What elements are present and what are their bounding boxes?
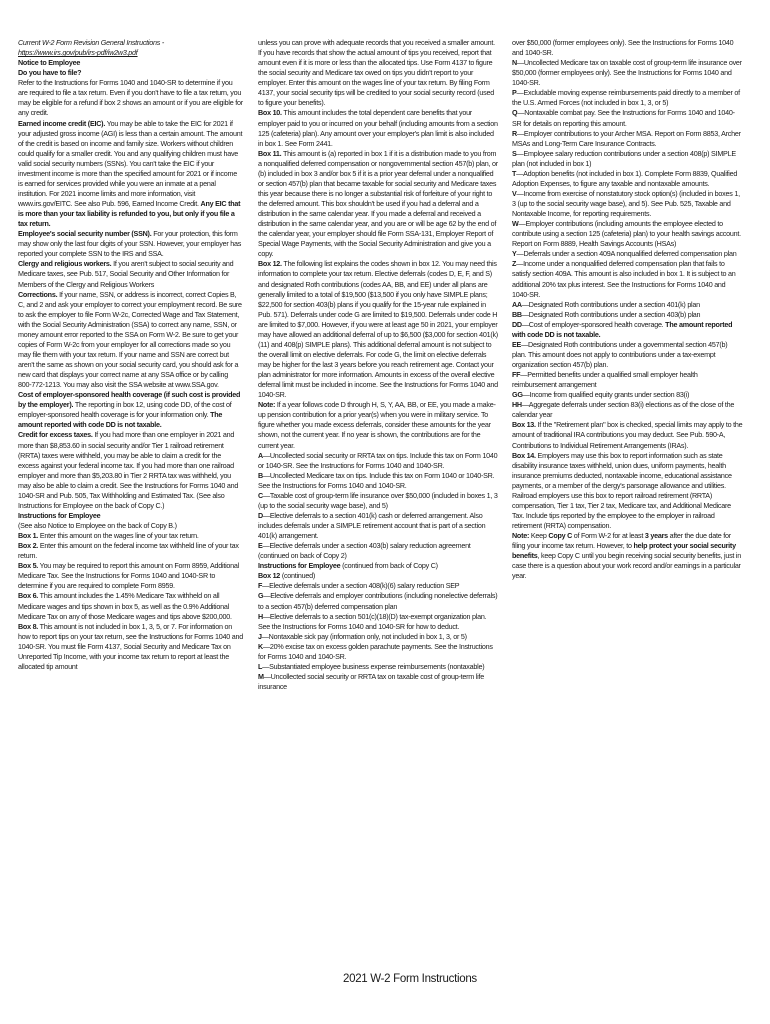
col1-paragraph: Box 8. This amount is not included in box 1, 3, 5, or 7. For information on how to report tips on your tax return, see the Instructions for Forms 1040 and 1040-SR. You must file Form 4137, Social Security and Medicare Tax on Unreported Tip Income, with your income tax return to report at least the allocated tip amount: [18, 621, 243, 671]
col3-paragraph: Y—Deferrals under a section 409A nonqualified deferred compensation plan: [512, 249, 737, 259]
col1-paragraph: Refer to the Instructions for Forms 1040 and 1040-SR to determine if you are required to file a tax return. Even if you don't have to file a tax return, you may be eligible for a refund if box 2 shows an amount or if you are eligible for any credit.: [18, 78, 243, 118]
col1-paragraph: Notice to Employee: [18, 58, 81, 68]
col1-paragraph: Box 1. Enter this amount on the wages line of your tax return.: [18, 531, 199, 541]
col2-paragraph: Box 10. This amount includes the total dependent care benefits that your employer paid to you or incurred on your behalf (including amounts from a section 125 (cafeteria) plan). Any amount over your employer's plan limit is also included in box 1. See Form 2441.: [258, 108, 498, 148]
col2-paragraph: J—Nontaxable sick pay (information only, not included in box 1, 3, or 5): [258, 631, 467, 641]
col1-paragraph: Cost of employer-sponsored health coverage (if such cost is provided by the employer). The reporting in box 12, using code DD, of the cost of employer-sponsored health coverage is for your information only. The amount reported with code DD is not taxable.: [18, 390, 241, 430]
col2-paragraph: E—Elective deferrals under a section 403(b) salary reduction agreement (continued on back of Copy 2): [258, 541, 471, 561]
col3-paragraph: HH—Aggregate deferrals under section 83(i) elections as of the close of the calendar year: [512, 400, 735, 420]
col1-paragraph: Earned income credit (EIC). You may be able to take the EIC for 2021 if your adjusted gross income (AGI) is less than a certain amount. The amount of the credit is based on income and family size. Workers without children could qualify for a smaller credit. You and any qualifying children must have valid social security numbers (SSNs). You can't take the EIC if your investment income is more than the specified amount for 2021 or if income is earned for services provided while you were an inmate at a penal institution. For 2021 income limits and more information, visit www.irs.gov/EITC. See also Pub. 596, Earned Income Credit. Any EIC that is more than your tax liability is refunded to you, but only if you file a tax return.: [18, 118, 243, 229]
col3-paragraph: Q—Nontaxable combat pay. See the Instructions for Forms 1040 and 1040-SR for details on reporting this amount.: [512, 108, 735, 128]
col3-paragraph: W—Employer contributions (including amounts the employee elected to contribute using a section 125 (cafeteria) plan) to your health savings account. Report on Form 8889, Health Savings Accounts (HSAs): [512, 219, 741, 249]
col1-paragraph: Instructions for Employee: [18, 510, 101, 520]
col2-paragraph: G—Elective deferrals and employer contributions (including nonelective deferrals) to a section 457(b) deferred compensation plan: [258, 591, 498, 611]
footer-title: 2021 W-2 Form Instructions: [343, 973, 477, 985]
col3-paragraph: V—Income from exercise of nonstatutory stock option(s) (included in boxes 1, 3 (up to the social security wage base), and 5). See Pub. 525, Taxable and Nontaxable Income, for reporting requirements.: [512, 188, 740, 219]
col3-paragraph: GG—Income from qualified equity grants under section 83(i): [512, 390, 690, 400]
col2-paragraph: Box 11. This amount is (a) reported in box 1 if it is a distribution made to you from a nonqualified deferred compensation or nongovernmental section 457(b) plan, or (b) included in box 3 and/or box 5 if it is a prior year deferral under a nonqualified or section 457(b) plan that became taxable for social security and Medicare taxes this year because there is no longer a substantial risk of forfeiture of your right to the deferred amount. This box shouldn't be used if you had a deferral and a distribution in the same calendar year. If you made a deferral and received a distribution in the same calendar year, and you are or will be age 62 by the end of the calendar year, your employer should file Form SSA-131, Employer Report of Special Wage Payments, with the Social Security Administration and give you a copy.: [258, 148, 498, 259]
col3-paragraph: DD—Cost of employer-sponsored health coverage. The amount reported with code DD is not taxable.: [512, 319, 733, 339]
col1-paragraph: (See also Notice to Employee on the back of Copy B.): [18, 521, 177, 530]
col3-paragraph: Box 13. If the "Retirement plan" box is checked, special limits may apply to the amount of traditional IRA contributions you may deduct. See Pub. 590-A, Contributions to Individual Retirement Arrangements (IRAs).: [512, 420, 743, 450]
col1-paragraph: Credit for excess taxes. If you had more than one employer in 2021 and more than $8,853.60 in social security and/or Tier 1 railroad retirement (RRTA) taxes were withheld, you may be able to claim a credit for the excess against your federal income tax. If you had more than one railroad employer and more than $5,203.80 in Tier 2 RRTA tax was withheld, you may also be able to claim a credit. See the Instructions for Forms 1040 and 1040-SR and Pub. 505, Tax Withholding and Estimated Tax. (See also Instructions for Employee on the back of Copy C.): [18, 430, 239, 510]
col3-paragraph: P—Excludable moving expense reimbursements paid directly to a member of the U.S. Armed Forces (not included in box 1, 3, or 5): [512, 88, 740, 108]
col3-paragraph: S—Employee salary reduction contributions under a section 408(p) SIMPLE plan (not included in box 1): [512, 148, 736, 168]
column-2: [258, 38, 499, 692]
col1-paragraph: Clergy and religious workers. If you aren't subject to social security and Medicare taxes, see Pub. 517, Social Security and Other Information for Members of the Clergy and Religious Workers: [18, 259, 234, 289]
col3-paragraph: Box 14. Employers may use this box to report information such as state disability insurance taxes withheld, union dues, uniform payments, health insurance premiums deducted, nontaxable income, educational assistance payments, or a member of the clergy's parsonage allowance and utilities. Railroad employers use this box to report railroad retirement (RRTA) compensation, Tier 1 tax, Tier 2 tax, Medicare tax, and Additional Medicare Tax. Include tips reported by the employee to the employer in railroad retirement (RRTA) compensation.: [512, 450, 732, 530]
col2-paragraph: Box 12. The following list explains the codes shown in box 12. You may need this information to complete your tax return. Elective deferrals (codes D, E, F, and S) and designated Roth contributions (codes AA, BB, and EE) under all plans are generally limited to a total of $19,500 ($13,500 if you only have SIMPLE plans; $22,500 for section 403(b) plans if you qualify for the 15-year rule explained in Pub. 571). Deferrals under code G are limited to $19,500. Deferrals under code H are limited to $7,000. However, if you were at least age 50 in 2021, your employer may have allowed an additional deferral of up to $6,500 ($3,000 for section 401(k)(11) and 408(p) SIMPLE plans). This additional deferral amount is not subject to the overall limit on elective deferrals. For code G, the limit on elective deferrals may be higher for the last 3 years before you reach retirement age. Contact your plan administrator for more information. Amounts in excess of the overall elective deferral limit must be included in income. See the Instructions for Forms 1040 and 1040-SR.: [258, 259, 498, 400]
col2-paragraph: D—Elective deferrals to a section 401(k) cash or deferred arrangement. Also includes deferrals under a SIMPLE retirement account that is part of a section 401(k) arrangement.: [258, 510, 486, 541]
col2-paragraph: Instructions for Employee (continued from back of Copy C): [258, 561, 438, 571]
col2-paragraph: Note: If a year follows code D through H, S, Y, AA, BB, or EE, you made a make-up pension contribution for a prior year(s) when you were in military service. To figure whether you made excess deferrals, consider these amounts for the year shown, not the current year. If no year is shown, the contributions are for the current year.: [258, 400, 496, 450]
col2-paragraph: L—Substantiated employee business expense reimbursements (nontaxable): [258, 661, 485, 671]
col3-paragraph: AA—Designated Roth contributions under a section 401(k) plan: [512, 299, 700, 309]
col2-paragraph: unless you can prove with adequate records that you received a smaller amount. If you have records that show the actual amount of tips you received, report that amount even if it is more or less than the allocated tips. Use Form 4137 to figure the social security and Medicare tax owed on tips you didn't report to your employer. Enter this amount on the wages line of your tax return. By filing Form 4137, your social security tips will be credited to your social security record (used to figure your benefits).: [258, 38, 495, 108]
column-3: [512, 38, 743, 581]
col1-paragraph: Corrections. If your name, SSN, or address is incorrect, correct Copies B, C, and 2 and ask your employer to correct your employment record. Be sure to ask the employer to file Form W-2c, Corrected Wage and Tax Statement, with the Social Security Administration (SSA) to correct any name, SSN, or money amount error reported to the SSA on Form W-2. Be sure to get your copies of Form W-2c from your employer for all corrections made so you may file them with your tax return. If your name and SSN are correct but aren't the same as shown on your social security card, you should ask for a new card that displays your correct name at any SSA office or by calling 800-772-1213. You may also visit the SSA website at www.SSA.gov.: [18, 289, 242, 390]
col3-paragraph: BB—Designated Roth contributions under a section 403(b) plan: [512, 309, 701, 319]
col2-paragraph: M—Uncollected social security or RRTA tax on taxable cost of group-term life insurance: [258, 671, 484, 691]
col3-paragraph: Note: Keep Copy C of Form W-2 for at least 3 years after the due date for filing your income tax return. However, to help protect your social security benefits, keep Copy C until you begin receiving social security benefits, just in case there is a question about your work record and/or earnings in a particular year.: [512, 531, 742, 581]
col3-paragraph: over $50,000 (former employees only). See the Instructions for Forms 1040 and 1040-SR.: [512, 38, 734, 58]
col3-paragraph: Z—Income under a nonqualified deferred compensation plan that fails to satisfy section 409A. This amount is also included in box 1. It is subject to an additional 20% tax plus interest. See the Instructions for Forms 1040 and 1040-SR.: [512, 259, 736, 299]
column-1: [18, 38, 243, 672]
col2-paragraph: C—Taxable cost of group-term life insurance over $50,000 (included in boxes 1, 3 (up to the social security wage base), and 5): [258, 490, 498, 510]
col1-paragraph: Do you have to file?: [18, 68, 82, 78]
col1-paragraph: Box 5. You may be required to report this amount on Form 8959, Additional Medicare Tax. See the Instructions for Forms 1040 and 1040-SR to determine if you are required to complete Form 8959.: [18, 561, 240, 591]
col3-paragraph: T—Adoption benefits (not included in box 1). Complete Form 8839, Qualified Adoption Expenses, to figure any taxable and nontaxable amounts.: [512, 168, 738, 188]
col3-paragraph: EE—Designated Roth contributions under a governmental section 457(b) plan. This amount does not apply to contributions under a tax-exempt organization section 457(b) plan.: [512, 339, 728, 369]
col1-paragraph: Current W-2 Form Revision General Instructions - https://www.irs.gov/pub/irs-pdf/iw2w3.pdf: [18, 38, 165, 58]
col2-paragraph: Box 12 (continued): [258, 571, 316, 581]
col3-paragraph: FF—Permitted benefits under a qualified small employer health reimbursement arrangement: [512, 370, 698, 390]
col2-paragraph: A—Uncollected social security or RRTA tax on tips. Include this tax on Form 1040 or 1040-SR. See the Instructions for Forms 1040 and 1040-SR.: [258, 450, 498, 470]
col2-paragraph: B—Uncollected Medicare tax on tips. Include this tax on Form 1040 or 1040-SR. See the Instructions for Forms 1040 and 1040-SR.: [258, 470, 495, 490]
col2-paragraph: K—20% excise tax on excess golden parachute payments. See the Instructions for Forms 1040 and 1040-SR.: [258, 641, 493, 661]
col1-paragraph: Box 2. Enter this amount on the federal income tax withheld line of your tax return.: [18, 541, 239, 561]
col1-paragraph: Box 6. This amount includes the 1.45% Medicare Tax withheld on all Medicare wages and tips shown in box 5, as well as the 0.9% Additional Medicare Tax on any of those Medicare wages and tips above $200,000.: [18, 591, 232, 621]
col3-paragraph: N—Uncollected Medicare tax on taxable cost of group-term life insurance over $50,000 (former employees only). See the Instructions for Forms 1040 and 1040-SR.: [512, 58, 742, 88]
col1-paragraph: Employee's social security number (SSN). For your protection, this form may show only the last four digits of your SSN. However, your employer has reported your complete SSN to the IRS and SSA.: [18, 229, 242, 259]
col2-paragraph: H—Elective deferrals to a section 501(c)(18)(D) tax-exempt organization plan. See the Instructions for Forms 1040 and 1040-SR for how to deduct.: [258, 611, 487, 631]
col2-paragraph: F—Elective deferrals under a section 408(k)(6) salary reduction SEP: [258, 581, 460, 591]
col3-paragraph: R—Employer contributions to your Archer MSA. Report on Form 8853, Archer MSAs and Long-Term Care Insurance Contracts.: [512, 128, 741, 148]
